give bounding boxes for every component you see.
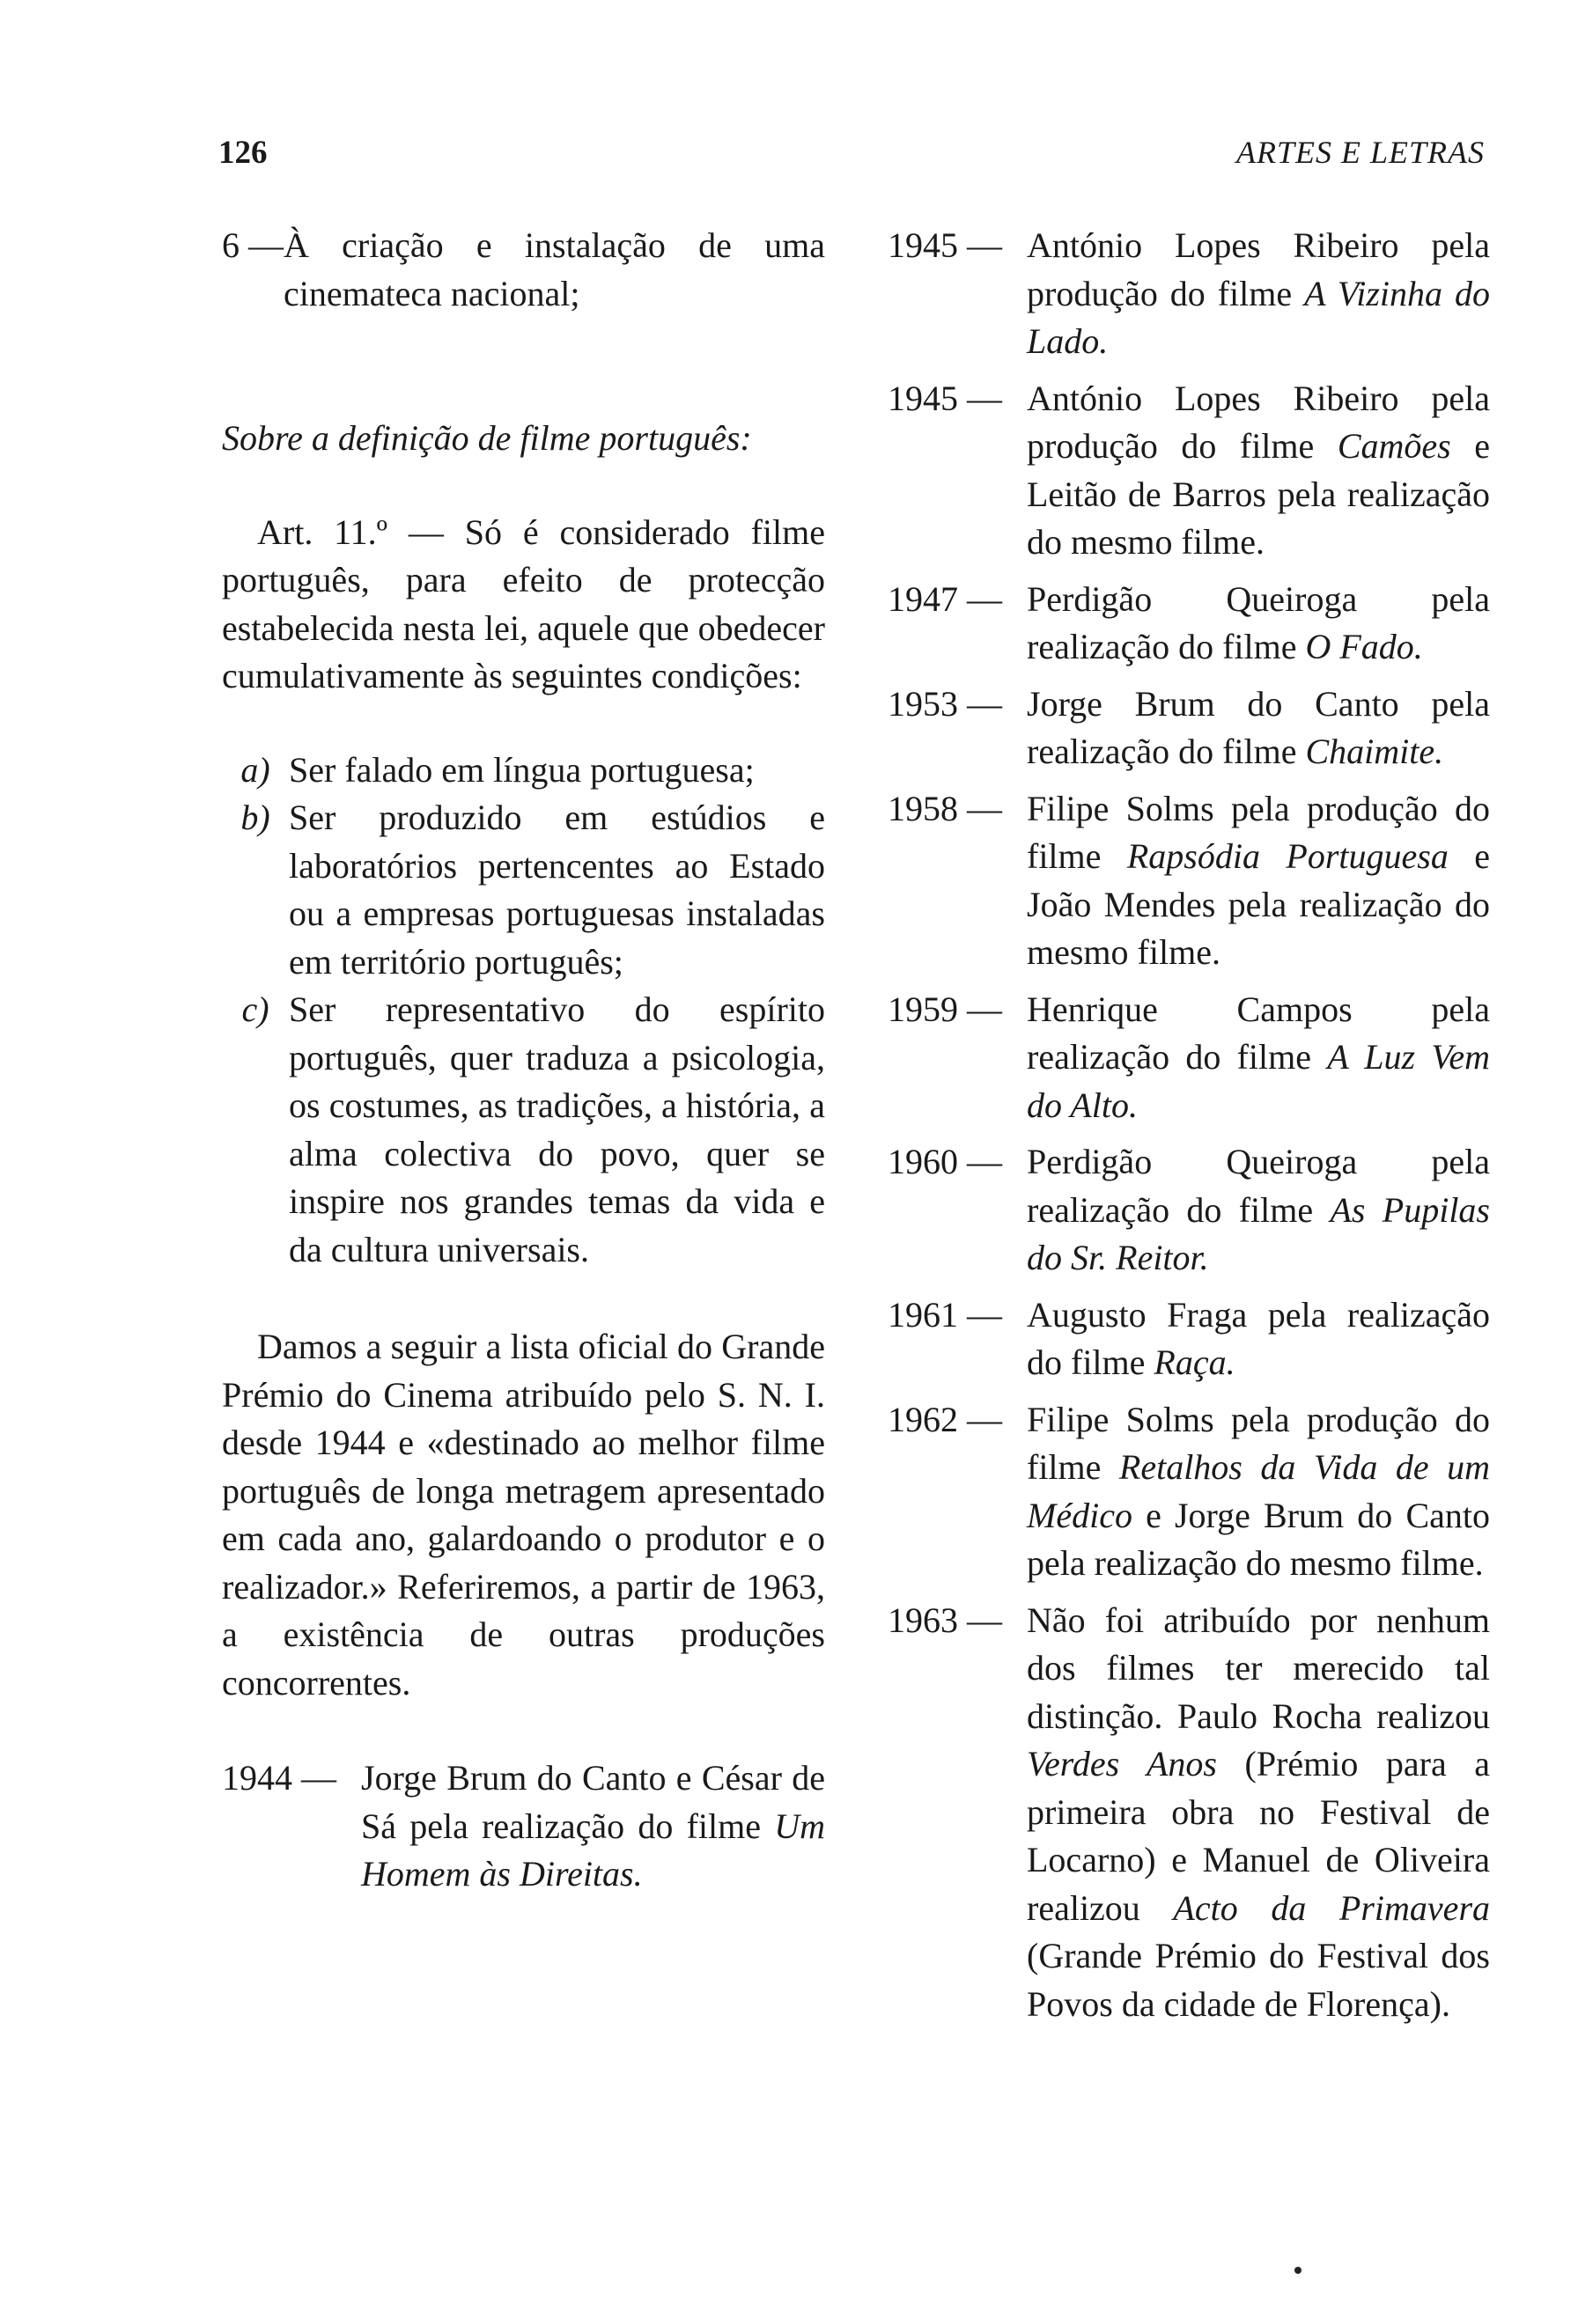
award-year: 1961 —	[888, 1294, 1002, 1335]
film-title: A Luz Vem do Alto.	[1027, 1037, 1490, 1125]
condition-b	[222, 794, 825, 986]
award-description: Filipe Solms pela produção do filme	[1027, 1399, 1490, 1487]
award-entry	[888, 1138, 1490, 1283]
award-description-cont: (Prémio para a primeira obra no Festival de Locarno) e Manuel de Oliveira realizou	[1027, 1744, 1490, 1928]
list-intro-paragraph: Damos a seguir a lista oficial do Grande Prémio do Cinema atribuído pelo S. N. I. desde 1944 e «destinado ao melhor filme português de longa metragem apresentado em cada ano, galardoando o produtor e o realizador.» Referiremos, a partir de 1963, a existência de outras produções concorrentes.	[222, 1327, 825, 1703]
film-title: Verdes Anos	[1027, 1744, 1217, 1783]
award-year: 1947 —	[888, 578, 1002, 619]
film-title: Acto da Primavera	[1173, 1887, 1491, 1928]
award-entry	[888, 222, 1490, 366]
award-description-cont: e Jorge Brum do Canto pela realização do mesmo filme.	[1027, 1495, 1490, 1583]
award-text	[1027, 1138, 1490, 1283]
condition-label: a)	[240, 749, 270, 790]
award-year: 1960 —	[888, 1142, 1002, 1181]
award-description: Jorge Brum do Canto e César de Sá pela realização do filme	[361, 1758, 825, 1846]
award-description: Não foi atribuído por nenhum dos filmes ter merecido tal distinção. Paulo Rocha realizou	[1027, 1600, 1490, 1736]
award-entry	[888, 986, 1490, 1130]
award-year: 1958 —	[888, 788, 1002, 828]
item-6-text: À criação e instalação de uma cinemateca nacional;	[284, 225, 825, 313]
running-title: ARTES E LETRAS	[1236, 135, 1485, 170]
film-title: Chaimite.	[1305, 732, 1444, 771]
award-entry	[888, 576, 1490, 672]
award-entry	[888, 1396, 1490, 1588]
film-title: O Fado.	[1305, 627, 1423, 666]
award-entry	[888, 680, 1490, 776]
award-text	[1027, 1597, 1490, 2029]
award-text	[1027, 1396, 1490, 1588]
article-11: Art. 11.º — Só é considerado filme português, para efeito de protecção estabelecida nesta lei, aquele que obedecer cumulativamente às seguintes condições:	[222, 511, 825, 695]
award-description: Perdigão Queiroga pela realização do filme	[1027, 1142, 1490, 1230]
award-entry-1944	[222, 1754, 825, 1899]
award-description: Jorge Brum do Canto pela realização do filme	[1027, 683, 1490, 771]
award-text	[361, 1754, 825, 1899]
award-description: Filipe Solms pela produção do filme	[1027, 788, 1490, 876]
award-description-cont: e Leitão de Barros pela realização do mesmo filme.	[1027, 426, 1490, 562]
page-number: 126	[218, 135, 268, 171]
item-6-label: 6 —	[222, 225, 284, 265]
award-description: Perdigão Queiroga pela realização do filme	[1027, 578, 1490, 666]
film-title: Raça.	[1154, 1342, 1235, 1382]
condition-label: b)	[240, 798, 270, 837]
award-description: António Lopes Ribeiro pela produção do filme	[1027, 378, 1490, 466]
right-column	[888, 222, 1490, 2037]
award-entry	[888, 785, 1490, 977]
condition-a	[222, 746, 825, 795]
film-title: Rapsódia Portuguesa	[1126, 836, 1449, 876]
award-text	[1027, 1291, 1490, 1387]
award-description-end: (Grande Prémio do Festival dos Povos da cidade de Florença).	[1027, 1936, 1490, 2024]
left-column	[222, 222, 825, 1899]
award-description: Augusto Fraga pela realização do filme	[1027, 1294, 1490, 1382]
section-heading: Sobre a definição de filme português:	[222, 418, 752, 458]
award-year: 1959 —	[888, 989, 1002, 1029]
award-text	[1027, 375, 1490, 567]
award-description-cont: e João Mendes pela realização do mesmo filme.	[1027, 836, 1490, 972]
conditions-list	[222, 746, 825, 1275]
item-6	[222, 222, 825, 318]
film-title: As Pupilas do Sr. Reitor.	[1027, 1189, 1490, 1277]
film-title: Um Homem às Direitas.	[361, 1806, 825, 1894]
award-text	[1027, 576, 1490, 672]
condition-text: Ser falado em língua portuguesa;	[289, 749, 755, 790]
award-text	[1027, 785, 1490, 977]
award-entry	[888, 1291, 1490, 1387]
film-title: Retalhos da Vida de um Médico	[1027, 1447, 1490, 1535]
award-year: 1945 —	[888, 378, 1002, 418]
condition-text: Ser representativo do espírito português, quer traduza a psicologia, os costumes, as tradições, a história, a alma colectiva do povo, quer se inspire nos grandes temas da vida e da cultura universais.	[289, 989, 825, 1269]
award-entry	[888, 375, 1490, 567]
award-year: 1944 —	[222, 1758, 336, 1798]
award-year: 1953 —	[888, 683, 1002, 724]
award-text	[1027, 986, 1490, 1130]
award-year: 1962 —	[888, 1399, 1002, 1439]
award-entry	[888, 1597, 1490, 2029]
ink-speck	[1294, 2267, 1301, 2274]
film-title: A Vizinha do Lado.	[1027, 273, 1491, 361]
film-title: Camões	[1337, 426, 1451, 466]
award-text	[1027, 680, 1490, 776]
condition-c	[222, 986, 825, 1274]
award-description: António Lopes Ribeiro pela produção do filme	[1027, 225, 1490, 313]
condition-text: Ser produzido em estúdios e laboratórios pertencentes ao Estado ou a empresas portuguesas instaladas em território português;	[289, 798, 825, 982]
award-year: 1945 —	[888, 225, 1002, 265]
condition-label: c)	[241, 989, 269, 1029]
award-text	[1027, 222, 1490, 366]
award-year: 1963 —	[888, 1600, 1002, 1640]
award-description: Henrique Campos pela realização do filme	[1027, 989, 1490, 1077]
